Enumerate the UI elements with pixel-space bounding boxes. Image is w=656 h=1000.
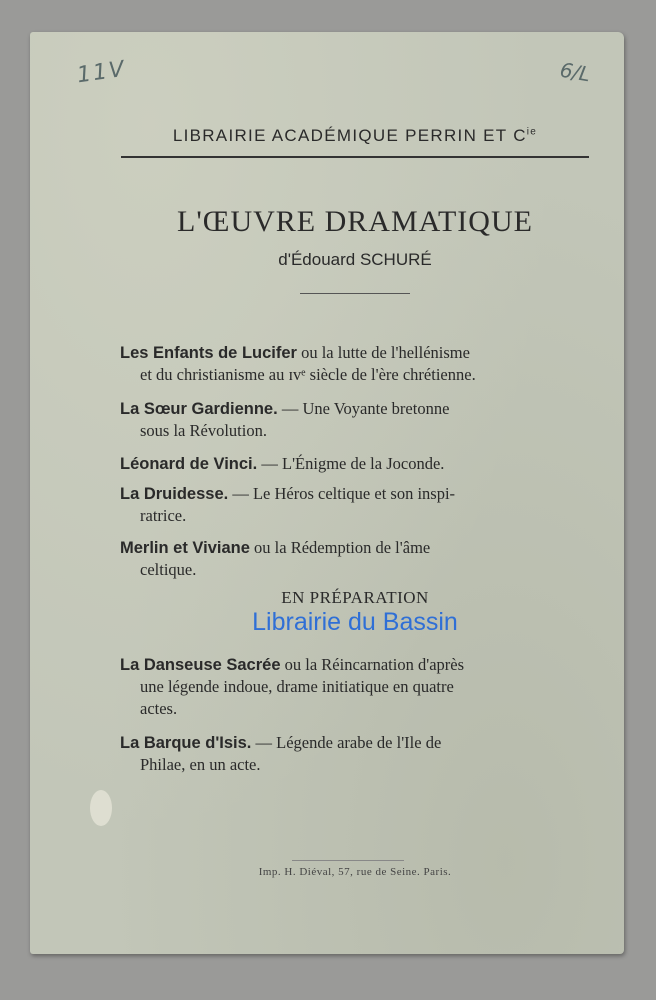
handwritten-note-left: 11V: [75, 56, 128, 89]
work-description: ou la Rédemption de l'âme: [249, 538, 431, 557]
work-description: — L'Énigme de la Joconde.: [257, 454, 445, 473]
work-title: La Danseuse Sacrée: [120, 656, 281, 674]
work-entry: [120, 453, 590, 475]
page-title: L'ŒUVRE DRAMATIQUE: [177, 205, 533, 238]
work-entry: [120, 342, 590, 386]
work-description-cont: sous la Révolution.: [140, 421, 267, 440]
work-description: — Le Héros celtique et son inspi-: [228, 484, 456, 503]
publisher-text: LIBRAIRIE ACADÉMIQUE PERRIN ET C: [172, 126, 527, 145]
work-entry: [120, 483, 590, 527]
work-entry: [120, 398, 590, 442]
work-title: La Druidesse.: [120, 485, 229, 503]
work-description: ou la lutte de l'hellénisme: [296, 343, 470, 362]
printer-rule: [292, 860, 404, 861]
handwritten-note-right: 6/L: [558, 57, 593, 87]
work-title: Léonard de Vinci.: [120, 455, 258, 473]
work-description-cont: et du christianisme au ɪvᵉ siècle de l'ère chrétienne.: [140, 365, 476, 384]
work-description: ou la Réincarnation d'après: [280, 655, 465, 674]
preparation-entry: [120, 732, 590, 776]
divider: [300, 293, 410, 294]
work-description-cont: ratrice.: [140, 506, 187, 525]
preparation-heading: EN PRÉPARATION: [281, 588, 429, 607]
work-description-cont: une légende indoue, drame initiatique en quatre: [140, 677, 454, 696]
author-line: d'Édouard SCHURÉ: [278, 250, 432, 269]
work-title: Les Enfants de Lucifer: [120, 344, 297, 362]
work-title: La Sœur Gardienne.: [120, 400, 278, 418]
watermark: Librairie du Bassin: [252, 608, 458, 636]
work-description: — Légende arabe de l'Ile de: [251, 733, 442, 752]
work-title: La Barque d'Isis.: [120, 734, 252, 752]
work-description-cont: actes.: [140, 699, 178, 718]
printer-imprint: Imp. H. Diéval, 57, rue de Seine. Paris.: [258, 866, 452, 878]
paper-stain: [90, 790, 112, 826]
publisher-name: [122, 126, 588, 146]
work-title: Merlin et Viviane: [120, 539, 250, 557]
publisher-suffix: ie: [526, 126, 538, 138]
work-description-cont: Philae, en un acte.: [140, 755, 261, 774]
work-entry: [120, 537, 590, 581]
work-description-cont: celtique.: [140, 560, 197, 579]
preparation-entry: [120, 654, 590, 720]
work-description: — Une Voyante bretonne: [277, 399, 450, 418]
top-rule: [121, 156, 589, 158]
